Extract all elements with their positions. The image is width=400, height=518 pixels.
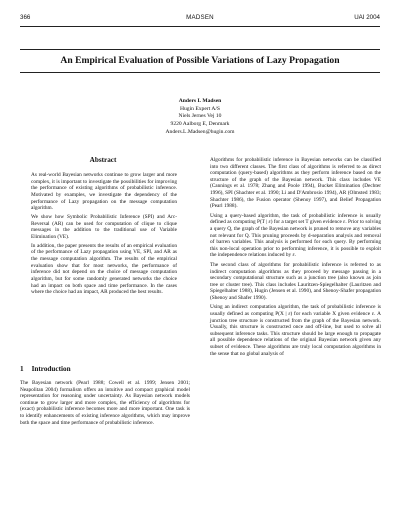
abstract-body bbox=[31, 172, 177, 298]
introduction-paragraph: The Bayesian network (Pearl 1988; Cowell et al. 1999; Jensen 2001; Neapolitan 2004) formalism offers an intuitive and compact graphical model representation for reasoning under uncertainty. As Bayesian network models continue to grow larger and more complex, the efficiency of algorithms for (exact) probabilistic inference becomes more and more important. One task is to identify enhancements of existing inference algorithms, which may improve both the space and time performance of probabilistic inference. bbox=[20, 380, 190, 426]
body-paragraph: Using a query-based algorithm, the task of probabilistic inference is usually defined as computing P(T | ε) for a target set T given evidence ε. Prior to solving a query Q, the graph of the Bayesian network is pruned to remove any variables not relevant for Q. This pruning proceeds by d-separation analysis and removal of barren variables. This analysis is performed for each query. By performing this non-local operation prior to performing inference, it is possible to exploit the independence relations induced by ε. bbox=[210, 212, 381, 259]
affiliation-line: Hugin Expert A/S bbox=[179, 105, 221, 112]
author-name: Anders L Madsen bbox=[178, 98, 222, 104]
body-paragraph: Using an indirect computation algorithm, the task of probabilistic inference is usually defined as computing P(X | ε) for each variable X given evidence ε. A junction tree structure is constructed from the graph of the Bayesian network. Usually, this structure is constructed once and off-line, but used to solve all subsequent inference tasks. This structure should be large enough to propagate all possible dependence relations of the original Bayesian network given any subset of evidence. These algorithms are truly local computation algorithms in the sense that no global analysis of bbox=[210, 304, 381, 357]
section-number: 1 bbox=[20, 365, 24, 373]
affiliation-line: 9220 Aalborg E, Denmark bbox=[170, 121, 230, 128]
running-head-venue: UAI 2004 bbox=[354, 14, 380, 21]
abstract-paragraph: In addition, the paper presents the results of an empirical evaluation of the performance of Lazy propagation using VE, SPI, and AR as the message computation algorithm. The results of the empirical evaluation show that for most networks, the performance of inference did not depend on the choice of message computation algorithm, but for some randomly generated networks the choice had an impact on both space and time performance. In the cases where the choice had an impact, AR produced the best results. bbox=[31, 242, 177, 296]
right-column bbox=[210, 157, 381, 360]
author-block bbox=[0, 98, 400, 137]
author-email: Anders.L.Madsen@hugin.com bbox=[165, 128, 235, 135]
abstract-paragraph: As real-world Bayesian networks continue to grow larger and more complex, it is important to investigate the possibilities for improving the performance of existing algorithms of probabilistic inference. Motivated by examples, we investigate the dependency of the performance of Lazy propagation on the message computation algorithm. bbox=[31, 172, 177, 212]
running-head bbox=[20, 14, 380, 24]
paper-title: An Empirical Evaluation of Possible Variations of Lazy Propagation bbox=[60, 55, 340, 66]
header-rule bbox=[20, 26, 380, 27]
introduction-body bbox=[20, 380, 190, 429]
abstract-paragraph: We show how Symbolic Probabilistic Inference (SPI) and Arc-Reversal (AR) can be used for computation of clique to clique messages in the addition to the traditional use of Variable Elimination (VE). bbox=[31, 213, 177, 240]
abstract-heading: Abstract bbox=[89, 156, 117, 164]
affiliation-line: Niels Jernes Vej 10 bbox=[178, 113, 222, 120]
page-number: 366 bbox=[20, 14, 31, 21]
body-paragraph: The second class of algorithms for probabilistic inference is referred to as indirect computation algorithms as they proceed by message passing in a secondary computational structure such as a junction tree (also known as join tree or cluster tree). This class includes Lauritzen-Spiegelhalter (Lauritzen and Spiegelhalter 1988), Hugin (Jensen et al. 1990), and Shenoy-Shafer propagation (Shenoy and Shafer 1990). bbox=[210, 261, 381, 301]
section-heading bbox=[20, 365, 188, 373]
section-title: Introduction bbox=[31, 365, 71, 373]
title-top-rule bbox=[20, 49, 380, 50]
title-bottom-rule bbox=[20, 72, 380, 73]
running-head-author: MADSEN bbox=[186, 14, 214, 21]
body-paragraph: Algorithms for probabilistic inference in Bayesian networks can be classified into two different classes. The first class of algorithms is referred to as direct computation (query-based) algorithms as they perform inference based on the structure of the graph of the Bayesian network. This class includes VE (Cannings et al. 1978; Zhang and Poole 1994), Bucket Elimination (Dechter 1996), SPI (Shachter et al. 1990; Li and D'Ambrosio 1994), AR (Olmsted 1983; Shachter 1986), the Fusion operator (Shenoy 1997), and Belief Propagation (Pearl 1988). bbox=[210, 157, 381, 210]
